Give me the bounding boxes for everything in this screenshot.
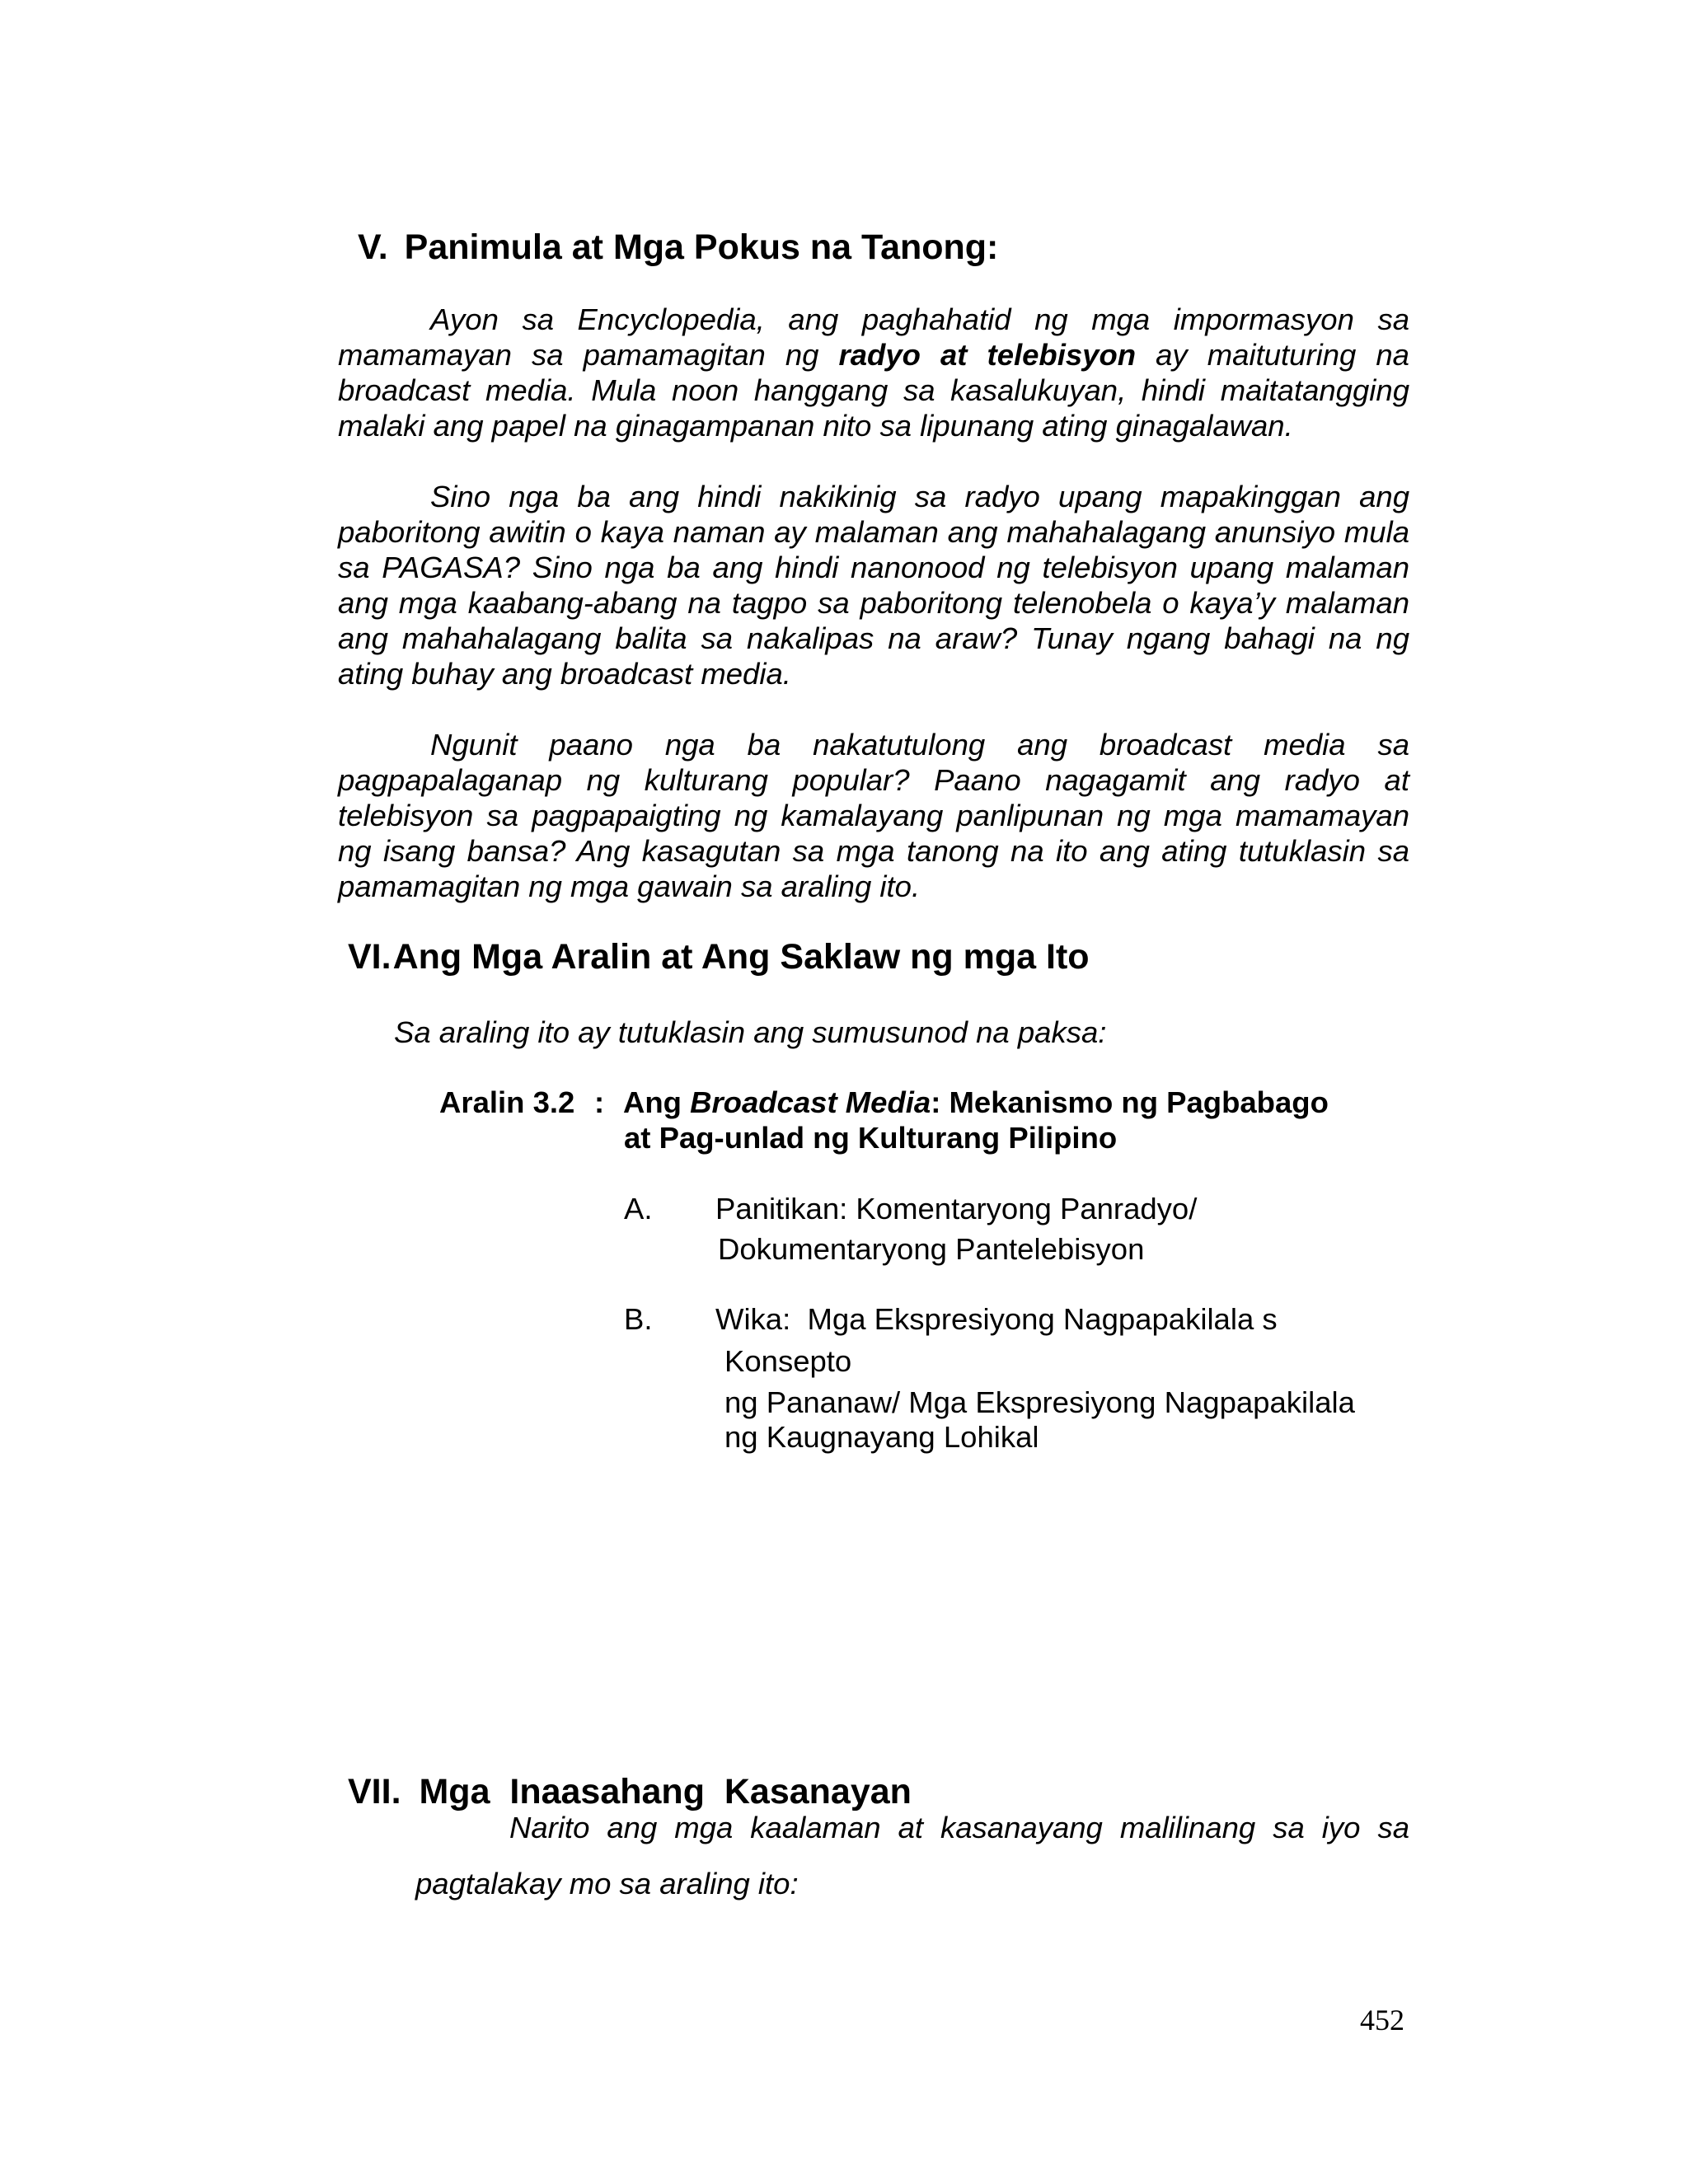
aralin-title-italic: Broadcast Media bbox=[690, 1085, 931, 1119]
paragraph-3-text: Ngunit paano nga ba nakatutulong ang broadcast media sa pagpapalaganap ng kulturang popular? Paano nagagamit ang radyo at telebisyon sa pagpapaigting ng kamalayang panlipunan ng mga mamamayan ng isang bansa? Ang kasagutan sa mga tanong na ito ang ating tutuklasin sa pamamagitan ng mga gawain sa araling ito. bbox=[338, 728, 1409, 903]
item-b-line-1: Wika: Mga Ekspresiyong Nagpapakilala s bbox=[715, 1302, 1278, 1336]
section-vi-heading bbox=[348, 937, 1090, 977]
section-vii-line-2: pagtalakay mo sa araling ito: bbox=[415, 1867, 799, 1900]
paragraph-3 bbox=[338, 727, 1409, 904]
aralin-title-line2: at Pag-unlad ng Kulturang Pilipino bbox=[624, 1121, 1118, 1155]
section-v-heading bbox=[358, 227, 998, 268]
item-a-line-1: Panitikan: Komentaryong Panradyo/ bbox=[715, 1192, 1198, 1226]
item-a-letter: A. bbox=[624, 1192, 653, 1226]
section-vi-number: VI. bbox=[348, 937, 392, 977]
aralin-colon: : bbox=[594, 1085, 605, 1119]
paragraph-2 bbox=[338, 479, 1409, 691]
aralin-label: Aralin 3.2 bbox=[439, 1085, 575, 1119]
section-vii-line-1: Narito ang mga kaalaman at kasanayang malilinang sa iyo sa bbox=[509, 1811, 1409, 1844]
item-b-line-4: ng Kaugnayang Lohikal bbox=[724, 1420, 1039, 1454]
item-b-line-2: Konsepto bbox=[724, 1344, 852, 1378]
paragraph-1-lead: Ayon sa Encyclopedia, ang paghahatid ng mga impormasyon sa mamamayan sa pamamagitan ng bbox=[338, 302, 1409, 372]
paragraph-1 bbox=[338, 302, 1409, 443]
paragraph-1-tail: ay maituturing na broadcast media. Mula noon hanggang sa kasalukuyan, hindi maitatangging malaki ang papel na ginagampanan nito sa lipunang ating ginagalawan. bbox=[338, 338, 1409, 443]
section-v-number: V. bbox=[358, 227, 388, 267]
paragraph-1-bold: radyo at telebisyon bbox=[838, 338, 1137, 372]
section-vii-title: Mga Inaasahang Kasanayan bbox=[419, 1772, 912, 1811]
aralin-title-ang: Ang bbox=[623, 1085, 691, 1119]
item-b-line-3: ng Pananaw/ Mga Ekspresiyong Nagpapakilala bbox=[724, 1385, 1355, 1419]
section-v-title: Panimula at Mga Pokus na Tanong: bbox=[404, 227, 999, 267]
aralin-title-rest: : Mekanismo ng Pagbabago bbox=[931, 1085, 1329, 1119]
paragraph-2-text: Sino nga ba ang hindi nakikinig sa radyo upang mapakinggan ang paboritong awitin o kaya naman ay malaman ang mahahalagang anunsiyo mula sa PAGASA? Sino nga ba ang hindi nanonood ng telebisyon upang malaman ang mga kaabang-abang na tagpo sa paboritong telenobela o kaya’y malaman ang mahahalagang balita sa nakalipas na araw? Tunay ngang bahagi na ng ating buhay ang broadcast media. bbox=[338, 480, 1409, 691]
item-a-line-2: Dokumentaryong Pantelebisyon bbox=[718, 1232, 1145, 1266]
section-vii-number: VII. bbox=[348, 1772, 401, 1811]
aralin-title bbox=[623, 1085, 1329, 1120]
section-vii-heading bbox=[348, 1772, 912, 1812]
item-b-letter: B. bbox=[624, 1302, 653, 1336]
section-vi-title: Ang Mga Aralin at Ang Saklaw ng mga Ito bbox=[392, 937, 1090, 977]
page-number: 452 bbox=[1360, 2004, 1404, 2036]
section-vi-intro: Sa araling ito ay tutuklasin ang sumusunod na paksa: bbox=[394, 1015, 1107, 1049]
